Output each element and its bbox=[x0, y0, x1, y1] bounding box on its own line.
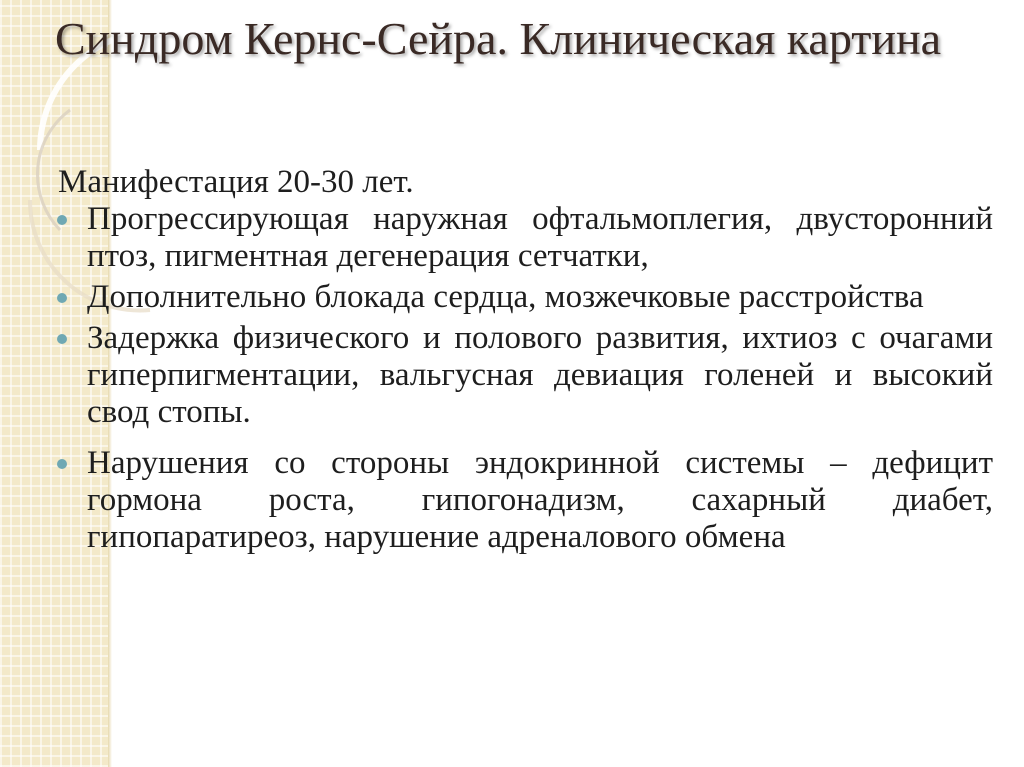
list-item bbox=[55, 445, 993, 556]
intro-line: Манифестация 20-30 лет. bbox=[58, 164, 414, 200]
slide-title: Синдром Кернс-Сейра. Клиническая картина bbox=[55, 13, 941, 64]
bullet-icon bbox=[57, 215, 67, 225]
list-item bbox=[55, 201, 993, 275]
bullet-icon bbox=[57, 293, 67, 303]
list-item bbox=[55, 279, 993, 316]
slide-content bbox=[55, 164, 993, 560]
bullet-text: Нарушения со стороны эндокринной системы – дефицит гормона роста, гипогонадизм, сахарный диабет, гипопаратиреоз, нарушение адреналового обмена bbox=[87, 445, 993, 555]
bullet-text: Задержка физического и полового развития, ихтиоз с очагами гиперпигментации, вальгусная девиация голеней и высокий свод стопы. bbox=[87, 320, 993, 430]
bullet-list bbox=[55, 201, 993, 556]
bullet-icon bbox=[57, 334, 67, 344]
bullet-icon bbox=[57, 459, 67, 469]
bullet-text: Дополнительно блокада сердца, мозжечковые расстройства bbox=[87, 279, 924, 315]
bullet-text: Прогрессирующая наружная офтальмоплегия, двусторонний птоз, пигментная дегенерация сетчатки, bbox=[87, 201, 993, 274]
list-item bbox=[55, 320, 993, 431]
